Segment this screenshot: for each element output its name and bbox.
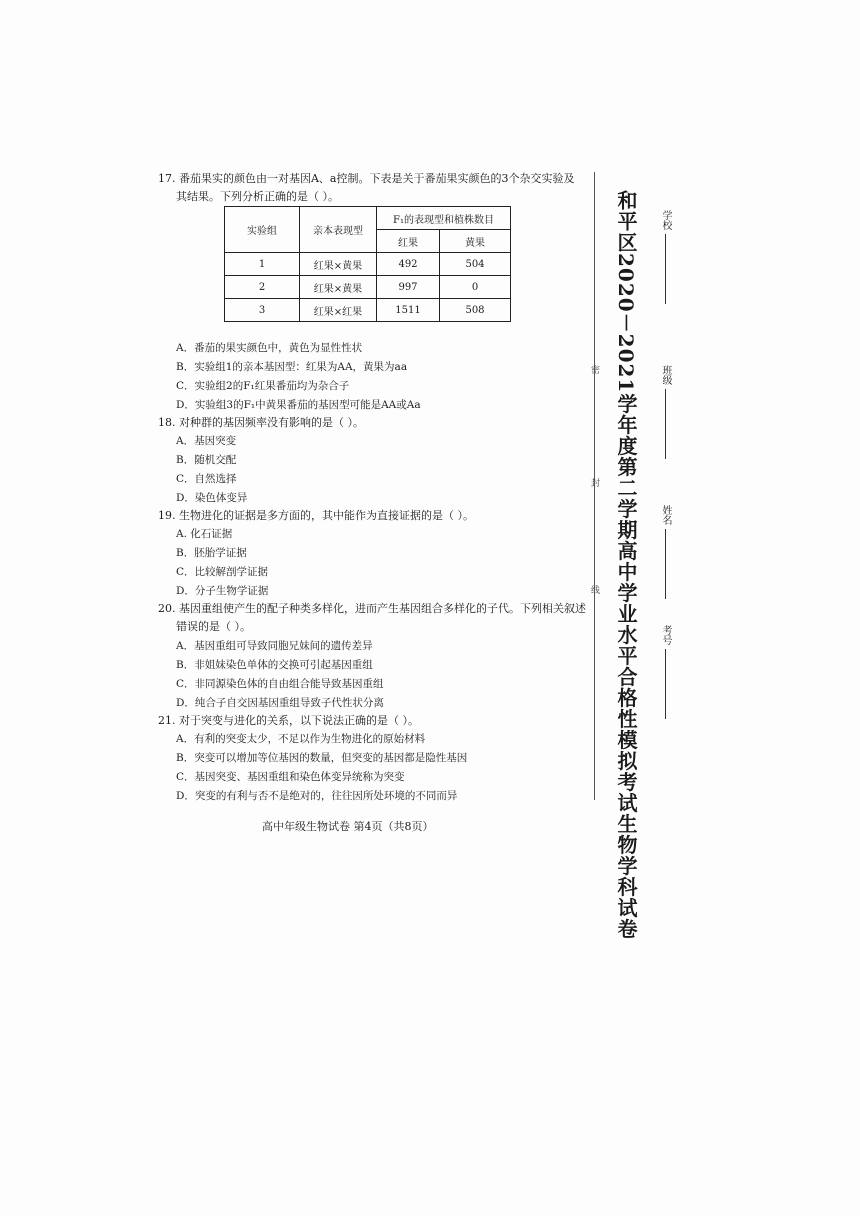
q20-option-b: B．非姐妹染色单体的交换可引起基因重组 — [176, 659, 373, 671]
class-field — [658, 365, 673, 459]
table-cell: 红果×黄果 — [300, 253, 377, 276]
table-cell: 0 — [440, 276, 511, 299]
table-header-red: 红果 — [377, 230, 440, 253]
q19-option-c: C．比较解剖学证据 — [176, 566, 269, 578]
table-cell: 2 — [225, 276, 300, 299]
q20-option-a: A．基因重组可导致同胞兄妹间的遗传差异 — [176, 640, 373, 652]
q18-option-c: C．自然选择 — [176, 473, 237, 485]
table-cell: 红果×红果 — [300, 299, 377, 322]
q18-option-a: A．基因突变 — [176, 435, 237, 447]
q17-stem-line1: 17. 番茄果实的颜色由一对基因A、a控制。下表是关于番茄果实颜色的3个杂交实验及 — [158, 172, 575, 185]
q21-option-d: D．突变的有利与否不是绝对的，往往因所处环境的不同而异 — [176, 790, 458, 802]
class-label: 班级 — [660, 365, 671, 385]
q18-option-b: B．随机交配 — [176, 454, 237, 466]
q19-option-d: D．分子生物学证据 — [176, 585, 269, 597]
table-cell: 997 — [377, 276, 440, 299]
q17-experiment-table — [224, 206, 511, 322]
table-row — [225, 299, 511, 322]
name-field — [658, 505, 673, 599]
table-row — [225, 276, 511, 299]
q20-option-c: C．非同源染色体的自由组合能导致基因重组 — [176, 678, 384, 690]
exam-number-blank — [665, 649, 666, 719]
school-label: 学校 — [660, 210, 671, 230]
exam-number-field — [658, 625, 673, 719]
table-header-f1: F₁的表现型和植株数目 — [377, 207, 511, 230]
table-cell: 红果×黄果 — [300, 276, 377, 299]
page-footer: 高中年级生物试卷 第4页（共8页） — [262, 820, 434, 833]
school-blank — [665, 234, 666, 304]
table-header-group: 实验组 — [225, 207, 300, 253]
q21-option-a: A．有利的突变太少，不足以作为生物进化的原始材料 — [176, 733, 426, 745]
q20-stem-line1: 20. 基因重组使产生的配子种类多样化，进而产生基因组合多样化的子代。下列相关叙述 — [158, 602, 586, 615]
table-cell: 1511 — [377, 299, 440, 322]
table-cell: 1 — [225, 253, 300, 276]
table-cell: 504 — [440, 253, 511, 276]
q20-stem-line2: 错误的是（ ）。 — [176, 620, 251, 633]
table-header-yellow: 黄果 — [440, 230, 511, 253]
q21-option-b: B．突变可以增加等位基因的数量，但突变的基因都是隐性基因 — [176, 752, 468, 764]
margin-mark-line: 线 — [589, 585, 599, 594]
q17-option-d: D．实验组3的F₁中黄果番茄的基因型可能是AA或Aa — [176, 399, 421, 411]
q20-option-d: D．纯合子自交因基因重组导致子代性状分离 — [176, 697, 384, 709]
q21-option-c: C．基因突变、基因重组和染色体变异统称为突变 — [176, 771, 405, 783]
table-cell: 508 — [440, 299, 511, 322]
q19-option-a: A. 化石证据 — [176, 528, 233, 540]
exam-number-label: 考号 — [660, 625, 671, 645]
q19-stem: 19. 生物进化的证据是多方面的，其中能作为直接证据的是（ ）。 — [158, 509, 474, 522]
q19-option-b: B．胚胎学证据 — [176, 547, 247, 559]
margin-mark-seal: 密 — [589, 365, 599, 374]
q18-stem: 18. 对种群的基因频率没有影响的是（ ）。 — [158, 416, 364, 429]
class-blank — [665, 389, 666, 459]
q21-stem: 21. 对于突变与进化的关系，以下说法正确的是（ ）。 — [158, 714, 419, 727]
exam-title: 和平区2020－2021学年度第二学期高中学业水平合格性模拟考试生物学科试卷 — [614, 190, 638, 940]
q18-option-d: D．染色体变异 — [176, 492, 248, 504]
table-cell: 492 — [377, 253, 440, 276]
table-cell: 3 — [225, 299, 300, 322]
table-header-parent: 亲本表现型 — [300, 207, 377, 253]
margin-mark-fold: 封 — [589, 478, 599, 487]
q17-option-a: A．番茄的果实颜色中，黄色为显性性状 — [176, 342, 363, 354]
name-label: 姓名 — [660, 505, 671, 525]
q17-option-b: B．实验组1的亲本基因型：红果为AA，黄果为aa — [176, 361, 408, 373]
q17-option-c: C．实验组2的F₁红果番茄均为杂合子 — [176, 380, 350, 392]
name-blank — [665, 529, 666, 599]
q17-stem-line2: 其结果。下列分析正确的是（ ）。 — [176, 190, 339, 203]
school-field — [658, 210, 673, 304]
table-row — [225, 253, 511, 276]
